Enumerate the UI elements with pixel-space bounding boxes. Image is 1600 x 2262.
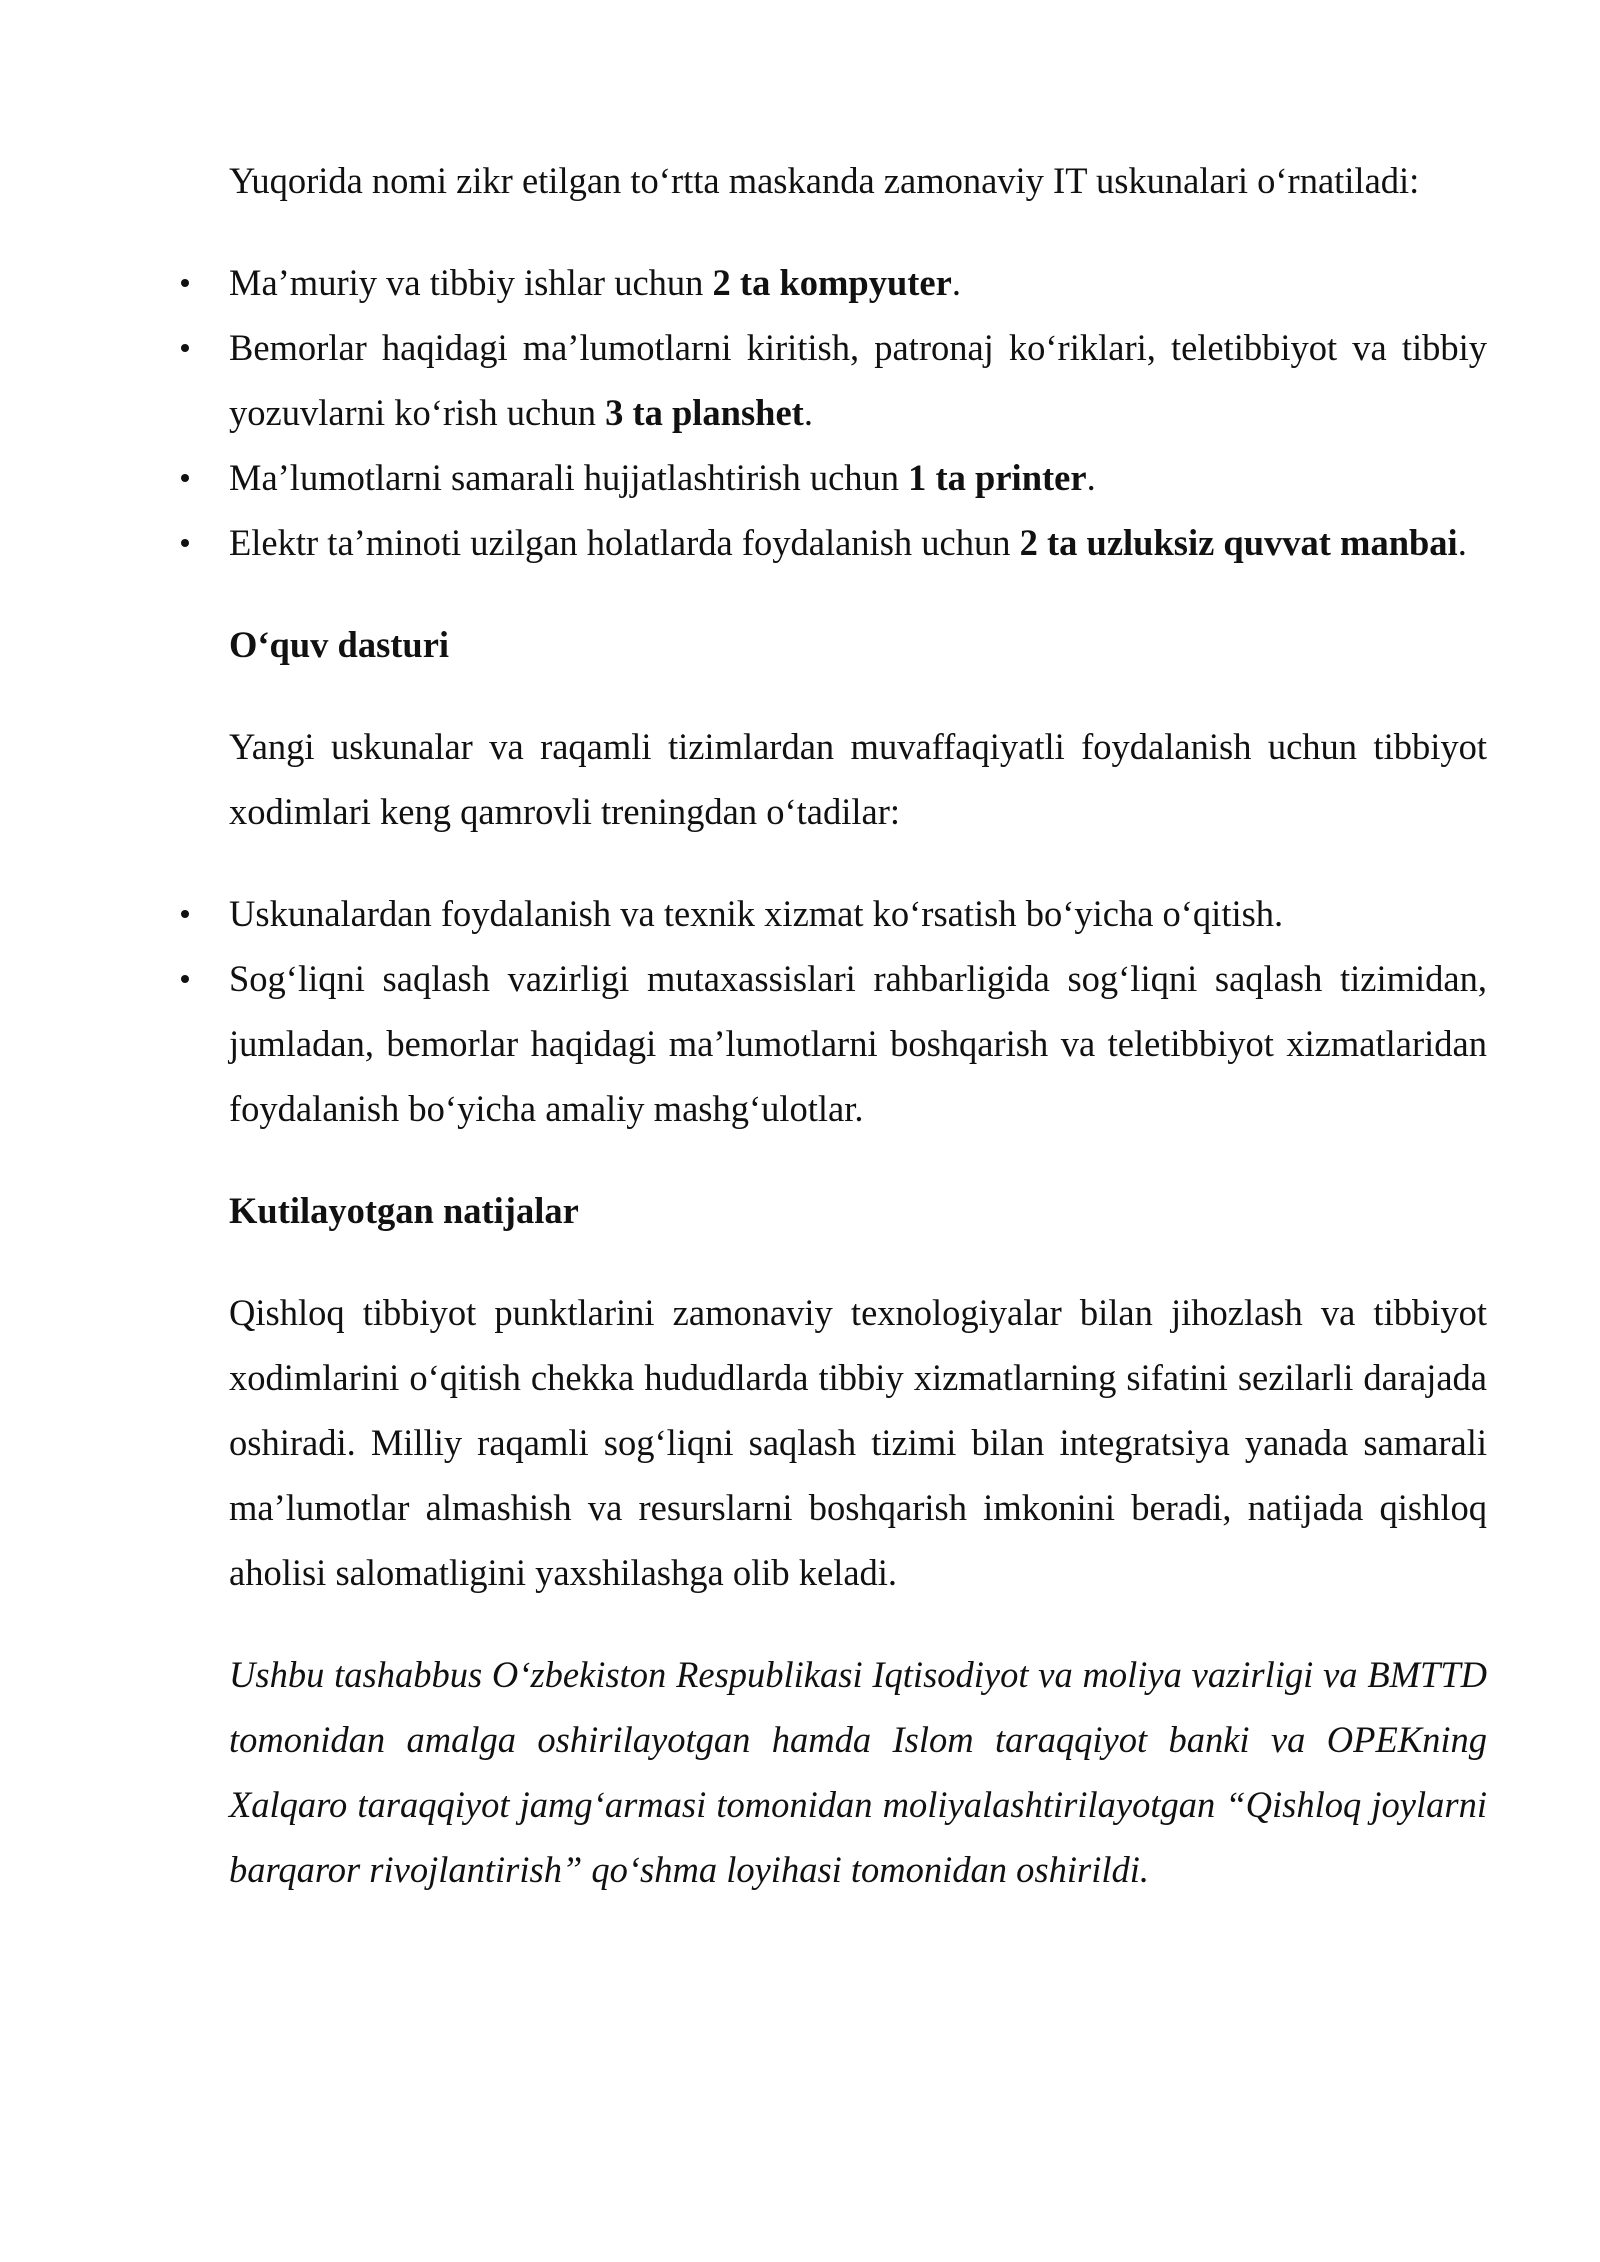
item-text: Ma’lumotlarni samarali hujjatlashtirish uchun — [229, 457, 909, 498]
item-punctuation: . — [803, 392, 813, 433]
item-text: Elektr ta’minoti uzilgan holatlarda foydalanish uchun — [229, 522, 1020, 563]
document-body — [229, 148, 1487, 1939]
item-bold-text: 1 ta printer — [908, 457, 1087, 498]
list-item — [229, 315, 1487, 445]
item-bold-text: 2 ta uzluksiz quvvat manbai — [1019, 522, 1458, 563]
item-bold-text: 2 ta kompyuter — [712, 262, 952, 303]
list-item: Uskunalardan foydalanish va texnik xizmat ko‘rsatish bo‘yicha o‘qitish. — [229, 881, 1487, 946]
training-paragraph: Yangi uskunalar va raqamli tizimlardan muvaffaqiyatli foydalanish uchun tibbiyot xodimlari keng qamrovli treningdan o‘tadilar: — [229, 726, 1487, 832]
item-text: Bemorlar haqidagi ma’lumotlarni kiritish, patronaj ko‘riklari, teletibbiyot va tibbiy yozuvlarni ko‘rish uchun — [229, 327, 1487, 433]
funding-note: Ushbu tashabbus O‘zbekiston Respublikasi Iqtisodiyot va moliya vazirligi va BMTTD tomonidan amalga oshirilayotgan hamda Islom taraqqiyot banki va OPEKning Xalqaro taraqqiyot jamg‘armasi tomonidan moliyalashtirilayotgan “Qishloq joylarni barqaror rivojlantirish” qo‘shma loyihasi tomonidan oshirildi. — [229, 1654, 1487, 1890]
item-text: Ma’muriy va tibbiy ishlar uchun — [229, 262, 713, 303]
item-punctuation: . — [1086, 457, 1096, 498]
equipment-list — [229, 250, 1487, 575]
intro-paragraph: Yuqorida nomi zikr etilgan to‘rtta maskanda zamonaviy IT uskunalari o‘rnatiladi: — [229, 160, 1420, 201]
item-punctuation: . — [1457, 522, 1467, 563]
list-item — [229, 250, 1487, 315]
training-list — [229, 881, 1487, 1141]
item-punctuation: . — [951, 262, 961, 303]
results-heading: Kutilayotgan natijalar — [229, 1190, 579, 1231]
list-item: Sog‘liqni saqlash vazirligi mutaxassislari rahbarligida sog‘liqni saqlash tizimidan, jumladan, bemorlar haqidagi ma’lumotlarni boshqarish va teletibbiyot xizmatlaridan foydalanish bo‘yicha amaliy mashg‘ulotlar. — [229, 946, 1487, 1141]
list-item — [229, 445, 1487, 510]
training-heading: O‘quv dasturi — [229, 624, 450, 665]
results-paragraph: Qishloq tibbiyot punktlarini zamonaviy texnologiyalar bilan jihozlash va tibbiyot xodimlarini o‘qitish chekka hududlarda tibbiy xizmatlarning sifatini sezilarli darajada oshiradi. Milliy raqamli sog‘liqni saqlash tizimi bilan integratsiya yanada samarali ma’lumotlar almashish va resurslarni boshqarish imkonini beradi, natijada qishloq aholisi salomatligini yaxshilashga olib keladi. — [229, 1292, 1487, 1593]
item-bold-text: 3 ta planshet — [605, 392, 804, 433]
list-item — [229, 510, 1487, 575]
